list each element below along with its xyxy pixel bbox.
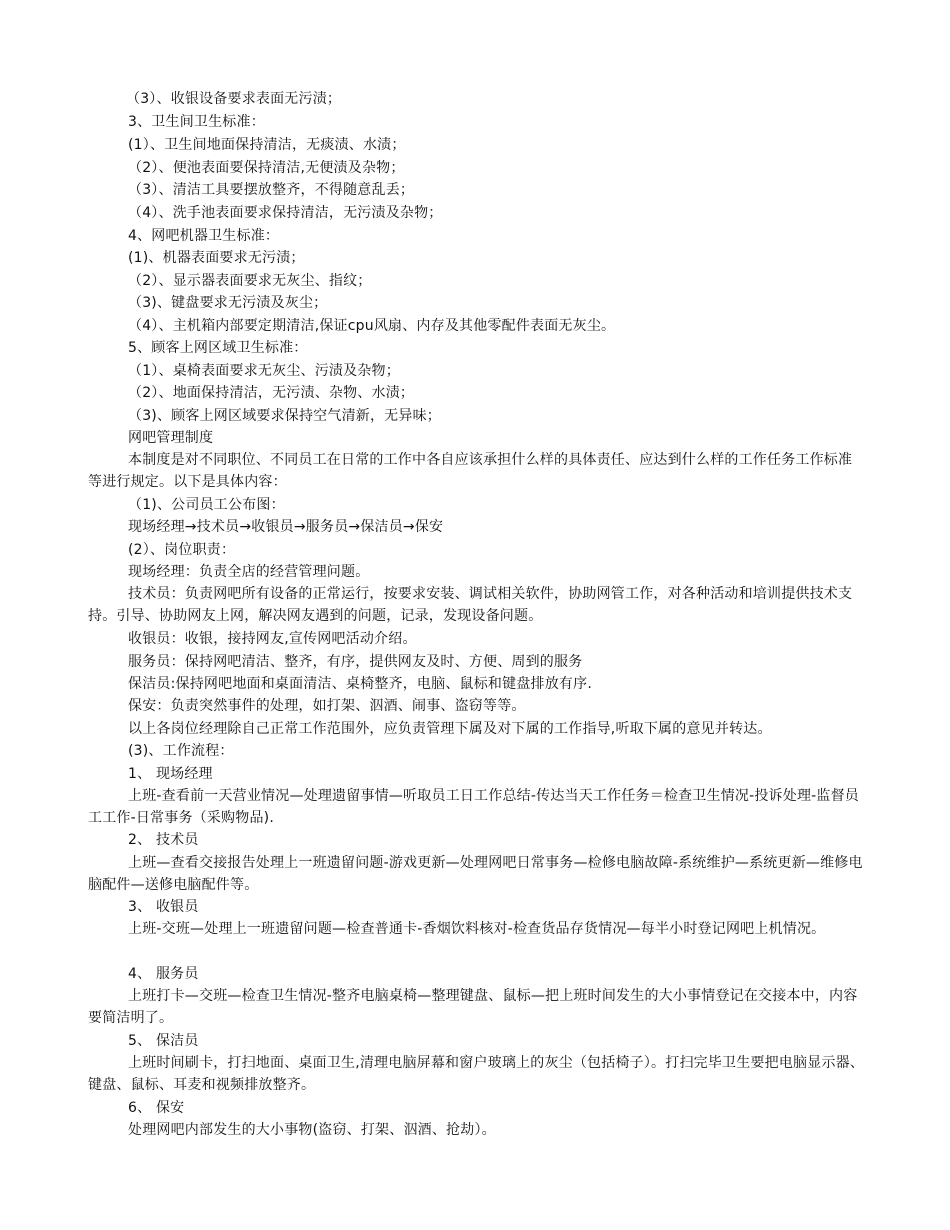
subheading: 2、 技术员	[128, 832, 199, 848]
text-line: （3)、顾客上网区域要求保持空气清新，无异味；	[128, 408, 441, 424]
text-line: （3)、键盘要求无污渍及灰尘；	[128, 295, 328, 311]
text-line: 处理网吧内部发生的大小事物(盗窃、打架、泅酒、抢劫）。	[128, 1122, 496, 1138]
text-line: (1)、机器表面要求无污渍；	[128, 250, 305, 266]
workflow-paragraph: 上班-查看前一天营业情况—处理遗留事情—听取员工日工作总结-传达当天工作任务＝检查卫生情况-投诉处理-监督员工工作-日常事务（采购物品).	[88, 788, 860, 826]
text-line: (1）、卫生间地面保持清洁，无痰渍、水渍；	[128, 137, 406, 153]
text-line: （4）、洗手池表面要求保持清洁，无污渍及杂物；	[128, 205, 443, 221]
text-line: 保安：负责突然事件的处理，如打架、泅酒、闹事、盗窃等等。	[128, 698, 526, 714]
subheading: 6、 保安	[128, 1100, 185, 1116]
text-line: （1)、公司员工公布图：	[128, 497, 285, 513]
text-line: （3）、清洁工具要摆放整齐，不得随意乱丢；	[128, 182, 415, 198]
subheading: 5、 保洁员	[128, 1033, 199, 1049]
workflow-paragraph: 上班时间刷卡，打扫地面、桌面卫生,清理电脑屏幕和窗户玻璃上的灰尘（包括椅子）。打扫完毕卫生要把电脑显示器、键盘、鼠标、耳麦和视频排放整齐。	[88, 1055, 865, 1093]
subheading: 4、 服务员	[128, 966, 199, 982]
text-line: 服务员：保持网吧清洁、整齐，有序，提供网友及时、方便、周到的服务	[128, 654, 583, 670]
workflow-paragraph: 上班—查看交接报告处理上一班遗留问题-游戏更新—处理网吧日常事务—检修电脑故障-系统维护—系统更新—维修电脑配件—送修电脑配件等。	[88, 855, 863, 893]
document-title: 网吧管理制度	[128, 430, 214, 446]
text-line: （3）、收银设备要求表面无污渍；	[126, 91, 342, 107]
section-heading: 4、网吧机器卫生标准：	[128, 228, 280, 244]
subheading: 1、 现场经理	[128, 766, 213, 782]
text-line: （2）、地面保持清洁，无污渍、杂物、水渍；	[128, 385, 415, 401]
text-line: 现场经理：负责全店的经营管理问题。	[128, 564, 370, 580]
intro-paragraph: 本制度是对不同职位、不同员工在日常的工作中各自应该承担什么样的具体责任、应达到什么样的工作任务工作标准等进行规定。以下是具体内容：	[88, 452, 853, 490]
text-line: 以上各岗位经理除自己正常工作范围外，应负责管理下属及对下属的工作指导,听取下属的意见并转达。	[128, 721, 772, 737]
duty-paragraph: 技术员：负责网吧所有设备的正常运行，按要求安装、调试相关软件，协助网管工作，对各种活动和培训提供技术支持。引导、协助网友上网，解决网友遇到的问题，记录，发现设备问题。	[88, 586, 853, 624]
text-line: 收银员：收银，接持网友,宣传网吧活动介绍。	[128, 631, 417, 647]
workflow-paragraph: 上班-交班—处理上一班遗留问题—检查普通卡-香烟饮料核对-检查货品存货情况—每半小时登记网吧上机情况。	[128, 921, 826, 937]
section-heading: 5、顾客上网区域卫生标准：	[128, 340, 308, 356]
subheading: 3、 收银员	[128, 899, 199, 915]
text-line: （2）、便池表面要保持清洁,无便渍及杂物；	[128, 160, 405, 176]
text-line: （4）、主机箱内部要定期清洁,保证cpu风扇、内存及其他零配件表面无灰尘。	[128, 318, 616, 334]
text-line: (3)、工作流程：	[128, 743, 234, 759]
text-line: 保洁员:保持网吧地面和桌面清洁、桌椅整齐，电脑、鼠标和键盘排放有序.	[128, 676, 592, 692]
text-line: （2）、显示器表面要求无灰尘、指纹；	[128, 273, 372, 289]
text-line: （1）、桌椅表面要求无灰尘、污渍及杂物；	[128, 363, 400, 379]
workflow-paragraph: 上班打卡—交班—检查卫生情况-整齐电脑桌椅—整理键盘、鼠标—把上班时间发生的大小事情登记在交接本中，内容要简洁明了。	[88, 988, 858, 1026]
section-heading: 3、卫生间卫生标准：	[128, 114, 265, 130]
org-chart-line: 现场经理→技术员→收银员→服务员→保洁员→保安	[128, 519, 444, 535]
text-line: (2）、岗位职责：	[128, 542, 236, 558]
